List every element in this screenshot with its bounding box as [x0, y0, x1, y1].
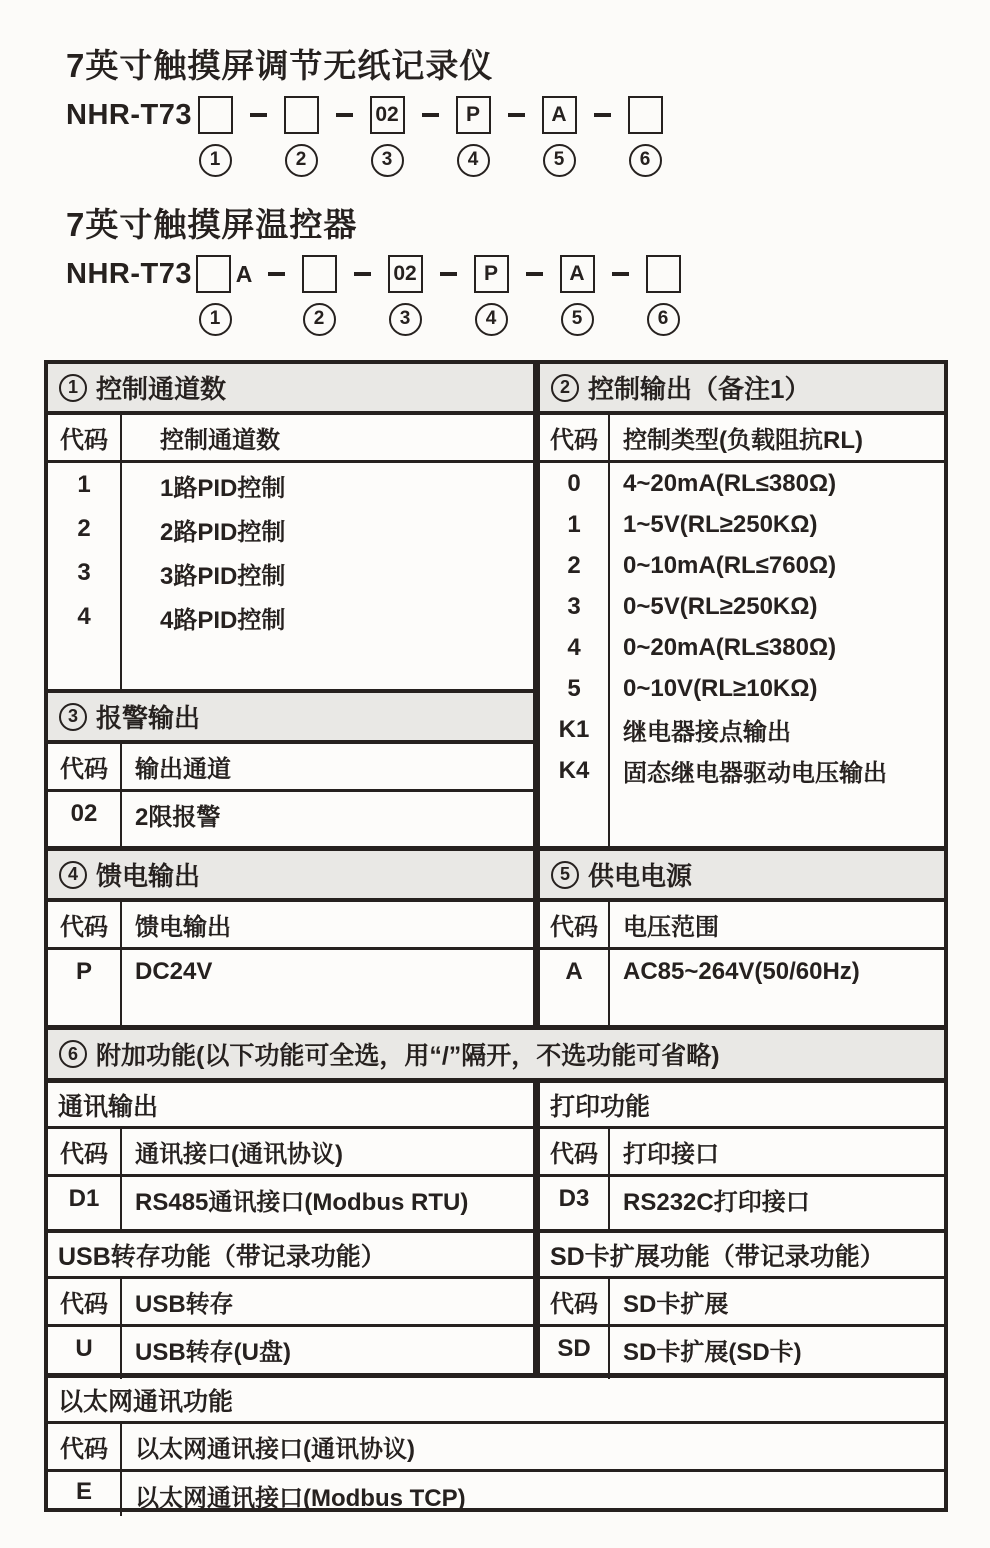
section-2-column-headers: [540, 415, 944, 463]
print-function-header: 打印功能: [540, 1083, 944, 1129]
code-cell: 3: [48, 551, 122, 595]
column-header-desc: 馈电输出: [135, 914, 231, 941]
code-cell: 5: [540, 668, 610, 709]
column-header-desc: 打印接口: [623, 1141, 719, 1168]
column-header-code: 代码: [540, 1279, 610, 1324]
band-sections-4-5: [48, 846, 944, 1025]
desc-cell: 4~20mA(RL≤380Ω): [623, 469, 837, 497]
column-header-code: 代码: [540, 1129, 610, 1174]
column-header-desc: 电压范围: [623, 914, 719, 941]
column-header-code: 代码: [540, 415, 610, 460]
code-cell: D1: [48, 1177, 122, 1221]
column-header-desc: 以太网通讯接口(通讯协议): [135, 1436, 415, 1463]
product-recorder-model-code: [66, 91, 990, 139]
marker-1: 1: [199, 144, 232, 177]
sd-column-headers: [540, 1279, 944, 1327]
section-2-column: [540, 364, 944, 846]
marker-5: 5: [561, 303, 594, 336]
desc-cell: 0~5V(RL≥250KΩ): [623, 592, 818, 620]
circled-number-6: 6: [59, 1040, 87, 1068]
table-row: [540, 668, 944, 709]
spacer-row: [48, 836, 533, 846]
section-4-title: 馈电输出: [96, 861, 201, 891]
table-row: [540, 627, 944, 668]
desc-cell: 1~5V(RL≥250KΩ): [623, 510, 818, 538]
section-5-column: [540, 851, 944, 1025]
marker-2: 2: [285, 144, 318, 177]
comm-usb-column: [48, 1083, 540, 1373]
desc-cell: 2限报警: [135, 803, 221, 831]
column-header-code: 代码: [48, 1129, 122, 1174]
table-row: [540, 709, 944, 750]
desc-cell: 以太网通讯接口(Modbus TCP): [135, 1485, 466, 1512]
circled-number-4: 4: [59, 861, 87, 889]
circled-number-3: 3: [59, 703, 87, 731]
section-6-header: [48, 1030, 944, 1078]
dash-separator: [342, 272, 382, 276]
code-cell: 4: [48, 595, 122, 639]
code-box-4: P: [468, 255, 514, 293]
code-box-6: [640, 255, 686, 293]
usb-column-headers: [48, 1279, 533, 1327]
code-cell: D3: [540, 1177, 610, 1221]
table-row: [48, 1177, 533, 1221]
code-box-2: [278, 96, 324, 134]
table-row: [540, 545, 944, 586]
desc-cell: 固态继电器驱动电压输出: [623, 760, 887, 787]
code-cell: K4: [540, 750, 610, 791]
column-header-code: 代码: [48, 902, 122, 947]
desc-cell: USB转存(U盘): [135, 1338, 291, 1366]
desc-cell: SD卡扩展(SD卡): [623, 1338, 802, 1366]
marker-4: 4: [475, 303, 508, 336]
desc-cell: 0~10V(RL≥10KΩ): [623, 674, 818, 702]
code-box-2: [296, 255, 342, 293]
circled-number-5: 5: [551, 861, 579, 889]
code-box-5: A: [536, 96, 582, 134]
section-5-header: [540, 851, 944, 902]
spacer-row: [48, 639, 533, 689]
code-box-1: [192, 255, 256, 293]
table-row: [48, 950, 533, 994]
code-cell: 2: [540, 545, 610, 586]
ethernet-column-headers: [48, 1424, 944, 1472]
print-sd-column: [540, 1083, 944, 1373]
table-row: [540, 463, 944, 504]
spacer-row: [540, 1221, 944, 1229]
box-suffix: A: [235, 260, 253, 287]
table-row: [540, 750, 944, 791]
table-row: [48, 792, 533, 836]
desc-cell: 1路PID控制: [160, 474, 286, 502]
band-ethernet: [48, 1373, 944, 1512]
dash-separator: [496, 113, 536, 117]
column-header-code: 代码: [48, 415, 122, 460]
spacer-row: [540, 994, 944, 1025]
dash-separator: [324, 113, 364, 117]
section-4-header: [48, 851, 533, 902]
comm-column-headers: [48, 1129, 533, 1177]
product-temp-controller: [0, 199, 990, 336]
column-header-desc: SD卡扩展: [623, 1291, 729, 1318]
dash-separator: [428, 272, 468, 276]
comm-output-header: 通讯输出: [48, 1083, 533, 1129]
desc-cell: 0~10mA(RL≤760Ω): [623, 551, 837, 579]
table-row: [540, 1177, 944, 1221]
column-header-desc: USB转存: [135, 1291, 234, 1318]
marker-4: 4: [457, 144, 490, 177]
position-markers: [192, 302, 990, 336]
product-temp-controller-model-code: [66, 250, 990, 298]
model-prefix: NHR-T73: [66, 257, 192, 290]
code-cell: 1: [48, 463, 122, 507]
code-cell: U: [48, 1327, 122, 1371]
section-6-title: 附加功能(以下功能可全选，用“/”隔开，不选功能可省略): [96, 1042, 720, 1070]
section-2-header: [540, 364, 944, 415]
band-section-6-header: [48, 1025, 944, 1078]
column-header-code: 代码: [48, 1279, 122, 1324]
ordering-code-table: [44, 360, 948, 1512]
dash-separator: [410, 113, 450, 117]
marker-6: 6: [629, 144, 662, 177]
model-prefix: NHR-T73: [66, 98, 192, 131]
product-recorder-title: 7英寸触摸屏调节无纸记录仪: [66, 47, 494, 84]
section-2-title: 控制输出（备注1）: [588, 374, 811, 404]
desc-cell: 3路PID控制: [160, 562, 286, 590]
code-cell: 0: [540, 463, 610, 504]
desc-cell: RS232C打印接口: [623, 1188, 810, 1216]
circled-number-2: 2: [551, 374, 579, 402]
circled-number-1: 1: [59, 374, 87, 402]
code-cell: P: [48, 950, 122, 994]
product-recorder: [0, 40, 990, 177]
code-box-3: 02: [364, 96, 410, 134]
product-temp-controller-title: 7英寸触摸屏温控器: [66, 206, 358, 243]
code-cell: A: [540, 950, 610, 994]
column-header-code: 代码: [48, 1424, 122, 1469]
code-cell: E: [48, 1472, 122, 1516]
marker-6: 6: [647, 303, 680, 336]
table-row: [48, 1327, 533, 1371]
dash-separator: [256, 272, 296, 276]
print-column-headers: [540, 1129, 944, 1177]
desc-cell: 2路PID控制: [160, 518, 286, 546]
band-section-6-options: [48, 1078, 944, 1373]
table-row: [48, 463, 533, 507]
column-header-desc: 控制类型(负载阻抗RL): [623, 427, 863, 454]
code-box-1: [192, 96, 238, 134]
section-3-column-headers: [48, 744, 533, 792]
dash-separator: [582, 113, 622, 117]
section-5-column-headers: [540, 902, 944, 950]
desc-cell: RS485通讯接口(Modbus RTU): [135, 1188, 469, 1216]
code-cell: 2: [48, 507, 122, 551]
marker-5: 5: [543, 144, 576, 177]
code-box-6: [622, 96, 668, 134]
desc-cell: 4路PID控制: [160, 606, 286, 634]
table-row: [540, 504, 944, 545]
section-5-title: 供电电源: [588, 861, 693, 891]
code-box-5: A: [554, 255, 600, 293]
column-header-desc: 输出通道: [135, 756, 231, 783]
code-cell: K1: [540, 709, 610, 750]
code-cell: 1: [540, 504, 610, 545]
usb-function-header: USB转存功能（带记录功能）: [48, 1229, 533, 1279]
desc-cell: AC85~264V(50/60Hz): [623, 958, 860, 985]
marker-3: 3: [389, 303, 422, 336]
table-row: [540, 1327, 944, 1371]
code-box-4: P: [450, 96, 496, 134]
section-1-title: 控制通道数: [96, 374, 227, 404]
desc-cell: 0~20mA(RL≤380Ω): [623, 633, 837, 661]
sd-function-header: SD卡扩展功能（带记录功能）: [540, 1229, 944, 1279]
table-row: [48, 1472, 944, 1516]
table-row: [48, 595, 533, 639]
marker-1: 1: [199, 303, 232, 336]
position-markers: [192, 143, 990, 177]
code-cell: SD: [540, 1327, 610, 1371]
column-header-code: 代码: [48, 744, 122, 789]
section-4-column: [48, 851, 540, 1025]
section-4-column-headers: [48, 902, 533, 950]
code-cell: 02: [48, 792, 122, 836]
band-sections-1-2-3: [48, 364, 944, 846]
table-row: [540, 950, 944, 994]
code-cell: 4: [540, 627, 610, 668]
section-3-header: [48, 689, 533, 744]
table-row: [48, 507, 533, 551]
code-box-3: 02: [382, 255, 428, 293]
code-cell: 3: [540, 586, 610, 627]
column-header-desc: 控制通道数: [160, 427, 280, 454]
section-1-column-headers: [48, 415, 533, 463]
table-row: [48, 551, 533, 595]
dash-separator: [600, 272, 640, 276]
spacer-row: [48, 994, 533, 1025]
dash-separator: [238, 113, 278, 117]
desc-cell: DC24V: [135, 958, 213, 985]
section-1-and-3-column: [48, 364, 540, 846]
ethernet-function-header: 以太网通讯功能: [48, 1378, 944, 1424]
table-row: [540, 586, 944, 627]
dash-separator: [514, 272, 554, 276]
section-3-title: 报警输出: [96, 703, 201, 733]
section-1-header: [48, 364, 533, 415]
desc-cell: 继电器接点输出: [623, 719, 791, 746]
spacer-row: [48, 1221, 533, 1229]
spacer-row: [540, 791, 944, 846]
marker-3: 3: [371, 144, 404, 177]
marker-2: 2: [303, 303, 336, 336]
column-header-code: 代码: [540, 902, 610, 947]
column-header-desc: 通讯接口(通讯协议): [135, 1141, 343, 1168]
